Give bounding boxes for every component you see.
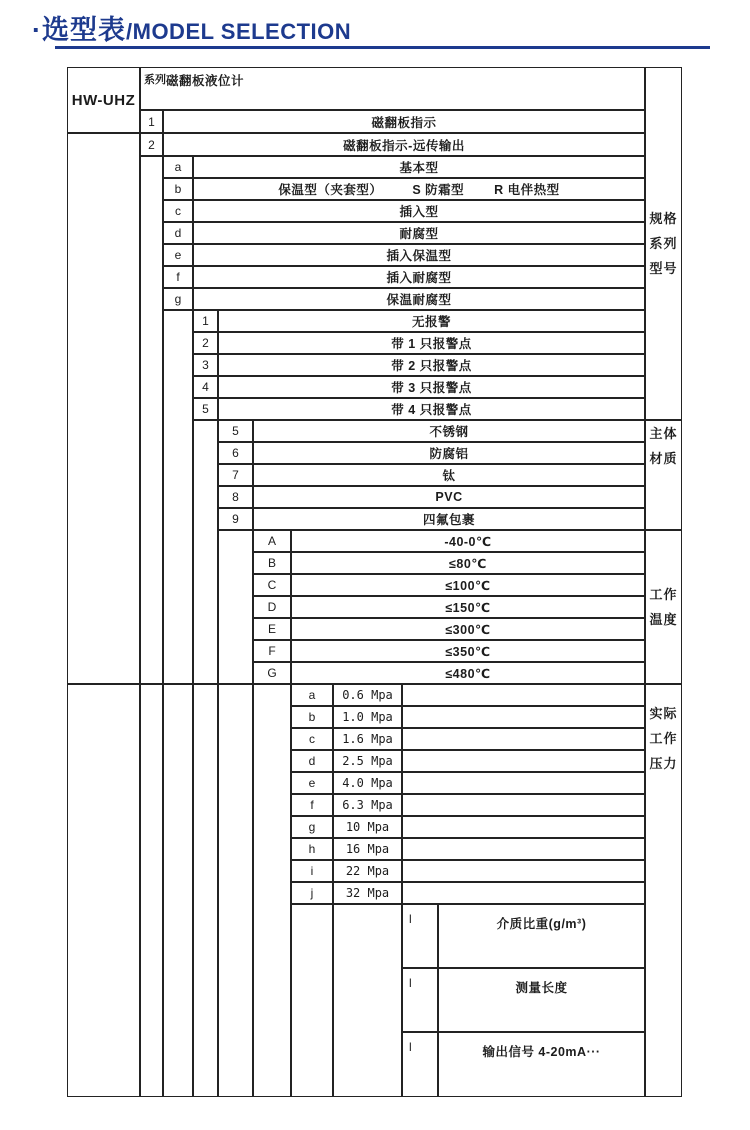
pressure-code-a: a xyxy=(291,684,333,706)
pressure-value-f: 6.3 Mpa xyxy=(333,794,402,816)
pressure-code-column-spacer xyxy=(291,904,333,1097)
pressure-blank-j xyxy=(402,882,645,904)
pressure-blank-b xyxy=(402,706,645,728)
pressure-value-b: 1.0 Mpa xyxy=(333,706,402,728)
display-mode-label-2: 磁翻板指示-远传输出 xyxy=(163,133,645,156)
material-label-6: 防腐铝 xyxy=(253,442,645,464)
series-header-cell xyxy=(140,67,645,110)
spec-code-c: c xyxy=(163,200,193,222)
alarm-code-1: 1 xyxy=(193,310,218,332)
pressure-blank-a xyxy=(402,684,645,706)
spec-label-b-part-1: 保温型（夹套型） xyxy=(278,183,383,197)
pressure-code-d: d xyxy=(291,750,333,772)
temp-code-B: B xyxy=(253,552,291,574)
pressure-code-e: e xyxy=(291,772,333,794)
field-label-length: 测量长度 xyxy=(438,968,645,1032)
model-column-spacer-upper xyxy=(67,133,140,684)
temp-column-spacer-lower xyxy=(253,684,291,1097)
alarm-column-spacer-upper xyxy=(193,420,218,684)
pressure-value-e: 4.0 Mpa xyxy=(333,772,402,794)
alarm-label-3: 带 2 只报警点 xyxy=(218,354,645,376)
pressure-code-h: h xyxy=(291,838,333,860)
pressure-blank-i xyxy=(402,860,645,882)
spec-label-b-part-3: R 电伴热型 xyxy=(494,183,560,197)
pressure-value-g: 10 Mpa xyxy=(333,816,402,838)
material-column-spacer-upper xyxy=(218,530,253,684)
pressure-code-g: g xyxy=(291,816,333,838)
material-code-5: 5 xyxy=(218,420,253,442)
pressure-value-column-spacer xyxy=(333,904,402,1097)
alarm-code-3: 3 xyxy=(193,354,218,376)
pressure-code-i: i xyxy=(291,860,333,882)
series-prefix: 系列 xyxy=(144,74,166,86)
page-title-en: /MODEL SELECTION xyxy=(126,19,352,44)
alarm-code-5: 5 xyxy=(193,398,218,420)
spec-code-f: f xyxy=(163,266,193,288)
display-mode-code-2: 2 xyxy=(140,133,163,156)
side-label-pressure-line-1: 实际 xyxy=(649,706,678,721)
display-mode-code-1: 1 xyxy=(140,110,163,133)
material-code-8: 8 xyxy=(218,486,253,508)
side-label-working-temperature xyxy=(645,530,682,684)
pressure-code-f: f xyxy=(291,794,333,816)
spec-column-spacer-upper xyxy=(163,310,193,684)
field-code-signal: l xyxy=(402,1032,438,1097)
spec-label-b-part-2: S 防霜型 xyxy=(412,183,465,197)
material-code-9: 9 xyxy=(218,508,253,530)
spec-label-e: 插入保温型 xyxy=(193,244,645,266)
model-column-spacer-lower xyxy=(67,684,140,1097)
display-column-spacer-upper xyxy=(140,156,163,684)
pressure-value-a: 0.6 Mpa xyxy=(333,684,402,706)
spec-label-a: 基本型 xyxy=(193,156,645,178)
alarm-label-4: 带 3 只报警点 xyxy=(218,376,645,398)
material-label-9: 四氟包裹 xyxy=(253,508,645,530)
temp-label-F: ≤350℃ xyxy=(291,640,645,662)
pressure-code-c: c xyxy=(291,728,333,750)
pressure-blank-f xyxy=(402,794,645,816)
pressure-value-d: 2.5 Mpa xyxy=(333,750,402,772)
pressure-value-i: 22 Mpa xyxy=(333,860,402,882)
alarm-code-4: 4 xyxy=(193,376,218,398)
material-column-spacer-lower xyxy=(218,684,253,1097)
pressure-value-h: 16 Mpa xyxy=(333,838,402,860)
material-label-7: 钛 xyxy=(253,464,645,486)
temp-label-E: ≤300℃ xyxy=(291,618,645,640)
alarm-label-2: 带 1 只报警点 xyxy=(218,332,645,354)
spec-column-spacer-lower xyxy=(163,684,193,1097)
page-title-zh: ·选型表 xyxy=(32,15,126,45)
spec-code-b: b xyxy=(163,178,193,200)
material-label-5: 不锈钢 xyxy=(253,420,645,442)
temp-code-G: G xyxy=(253,662,291,684)
temp-label-A: -40-0℃ xyxy=(291,530,645,552)
side-label-body-material xyxy=(645,420,682,530)
pressure-code-j: j xyxy=(291,882,333,904)
spec-label-d: 耐腐型 xyxy=(193,222,645,244)
material-code-7: 7 xyxy=(218,464,253,486)
field-label-signal: 输出信号 4-20mA··· xyxy=(438,1032,645,1097)
side-label-spec-line-2: 系列 xyxy=(649,236,678,251)
field-code-density: l xyxy=(402,904,438,968)
spec-code-e: e xyxy=(163,244,193,266)
temp-label-D: ≤150℃ xyxy=(291,596,645,618)
display-column-spacer-lower xyxy=(140,684,163,1097)
field-label-density: 介质比重(g/m³) xyxy=(438,904,645,968)
series-name: 磁翻板液位计 xyxy=(166,74,245,88)
model-code-cell: HW-UHZ xyxy=(67,67,140,133)
pressure-code-b: b xyxy=(291,706,333,728)
spec-code-d: d xyxy=(163,222,193,244)
alarm-code-2: 2 xyxy=(193,332,218,354)
alarm-label-5: 带 4 只报警点 xyxy=(218,398,645,420)
temp-code-D: D xyxy=(253,596,291,618)
pressure-blank-c xyxy=(402,728,645,750)
temp-code-C: C xyxy=(253,574,291,596)
pressure-value-j: 32 Mpa xyxy=(333,882,402,904)
title-underline xyxy=(55,46,710,49)
side-label-spec-series-model xyxy=(645,67,682,420)
pressure-blank-d xyxy=(402,750,645,772)
temp-code-F: F xyxy=(253,640,291,662)
side-label-pressure-line-2: 工作 xyxy=(649,731,678,746)
side-label-temp-line-1: 工作 xyxy=(649,587,678,602)
side-label-material-line-1: 主体 xyxy=(649,426,678,441)
temp-code-A: A xyxy=(253,530,291,552)
pressure-value-c: 1.6 Mpa xyxy=(333,728,402,750)
spec-code-g: g xyxy=(163,288,193,310)
pressure-blank-g xyxy=(402,816,645,838)
side-label-working-pressure xyxy=(645,684,682,1097)
alarm-label-1: 无报警 xyxy=(218,310,645,332)
spec-label-c: 插入型 xyxy=(193,200,645,222)
alarm-column-spacer-lower xyxy=(193,684,218,1097)
spec-code-a: a xyxy=(163,156,193,178)
pressure-blank-h xyxy=(402,838,645,860)
side-label-pressure-line-3: 压力 xyxy=(649,756,678,771)
spec-label-f: 插入耐腐型 xyxy=(193,266,645,288)
side-label-spec-line-1: 规格 xyxy=(649,211,678,226)
pressure-blank-e xyxy=(402,772,645,794)
display-mode-label-1: 磁翻板指示 xyxy=(163,110,645,133)
side-label-spec-line-3: 型号 xyxy=(649,261,678,276)
side-label-material-line-2: 材质 xyxy=(649,451,678,466)
field-code-length: l xyxy=(402,968,438,1032)
spec-label-g: 保温耐腐型 xyxy=(193,288,645,310)
temp-label-C: ≤100℃ xyxy=(291,574,645,596)
temp-label-B: ≤80℃ xyxy=(291,552,645,574)
temp-code-E: E xyxy=(253,618,291,640)
material-label-8: PVC xyxy=(253,486,645,508)
temp-label-G: ≤480℃ xyxy=(291,662,645,684)
material-code-6: 6 xyxy=(218,442,253,464)
page-title xyxy=(32,8,351,47)
spec-label-b xyxy=(193,178,645,200)
side-label-temp-line-2: 温度 xyxy=(649,612,678,627)
